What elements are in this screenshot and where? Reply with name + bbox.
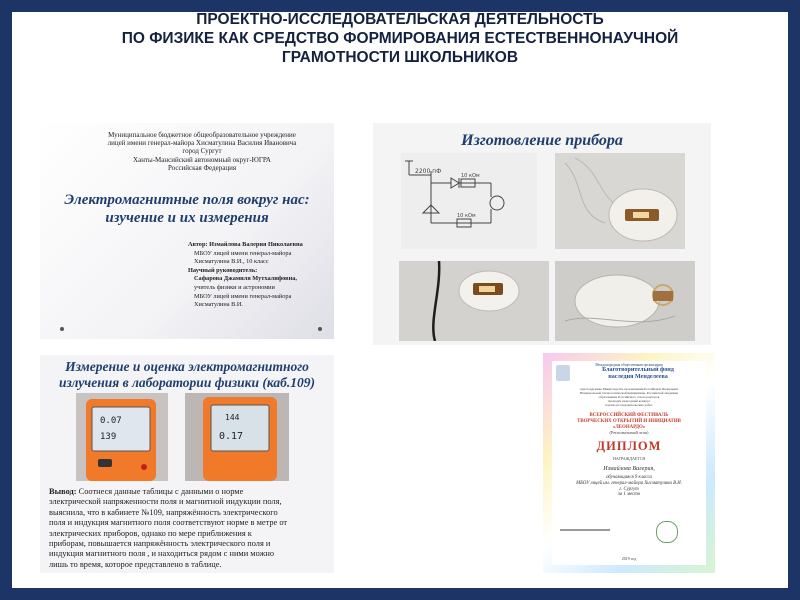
awarded-label: НАГРАЖДАЕТСЯ	[612, 456, 646, 461]
device-photo	[399, 261, 549, 341]
measurement-title-line: излучения в лаборатории физики (каб.109)	[59, 374, 315, 390]
meter-photo	[185, 393, 289, 481]
org-line: лицей имени генерал-майора Хисматулина Василия Ивановича	[107, 139, 297, 148]
festival-name	[552, 413, 706, 436]
device-photo-image	[555, 153, 685, 249]
meter-reading: 144	[225, 413, 240, 422]
conclusion-line: поля и индукция магнитного поля соответствуют норме в метре от	[49, 518, 288, 528]
festival-line: ВСЕРОССИЙСКИЙ ФЕСТИВАЛЬ	[589, 413, 669, 418]
device-photo-image	[399, 261, 549, 341]
measurement-title-line: Измерение и оценка электромагнитного	[65, 359, 309, 374]
device-slide-title: Изготовление прибора	[461, 132, 623, 149]
meter-photo-image	[76, 393, 168, 481]
org-line: Ханты-Мансийский автономный округ-ЮГРА	[133, 155, 271, 164]
diploma-heading: ДИПЛОМ	[596, 439, 662, 453]
supervisor-line: МБОУ лицей имени генерал-майора	[194, 292, 292, 300]
capacitor-label: 2200 пФ	[415, 168, 442, 175]
fund-name-line: Благотворительный фонд	[602, 367, 674, 373]
conclusion-line: электрических приборов, однако по мере приближения к	[49, 528, 252, 538]
page-title-line-1: ПРОЕКТНО-ИССЛЕДОВАТЕЛЬСКАЯ ДЕЯТЕЛЬНОСТЬ	[196, 11, 604, 28]
page-title	[0, 10, 800, 67]
author-block	[188, 241, 330, 310]
conclusion-text	[49, 487, 331, 570]
fund-name-line: наследия Менделеева	[608, 374, 668, 381]
meter-reading: 139	[100, 432, 117, 442]
festival-line: ТВОРЧЕСКИХ ОТКРЫТИЙ И ИНИЦИАТИВ	[577, 418, 681, 424]
project-title-line: Электромагнитные поля вокруг нас:	[64, 192, 310, 208]
diploma-sheet	[552, 361, 706, 565]
page-title-line-3: ГРАМОТНОСТИ ШКОЛЬНИКОВ	[281, 49, 519, 66]
supervisor-line: Хисматулина В.И.	[194, 301, 243, 309]
seal-icon	[656, 521, 678, 543]
signature-line	[560, 529, 610, 531]
conclusion-line: лишь то время, которое представлено в таблице.	[49, 559, 222, 569]
supervisor-line: Сафарова Джамиля Мутхалифовна,	[194, 275, 297, 283]
slide-dot-icon	[318, 327, 322, 331]
recipient-line: МБОУ лицей им. генерал-майора Хисматулина В.И.	[576, 480, 682, 486]
diploma-small-line: научно-исследовательских работ	[605, 403, 653, 407]
project-title	[40, 191, 334, 227]
project-title-line: изучение и их измерения	[105, 210, 269, 226]
author-line: Хисматулина В.И., 10 класс	[194, 258, 269, 266]
conclusion-label: Вывод:	[49, 487, 77, 496]
circuit-photo	[401, 153, 537, 249]
circuit-diagram	[401, 153, 537, 249]
author-line: МБОУ лицей имени генерал-майора	[194, 249, 292, 257]
diploma-small-line: проводит ежегодный конкурс	[607, 399, 651, 403]
festival-line: «ЛЕОНАРДО»	[612, 424, 646, 430]
conclusion-line: электрической напряженности поля и магнитной индукции поля,	[49, 497, 282, 507]
slide-dot-icon	[60, 327, 64, 331]
org-line: Муниципальное бюджетное общеобразовательное учреждение	[108, 131, 296, 139]
meter-photo-image	[185, 393, 289, 481]
resistor-label: 10 кОм	[457, 213, 476, 219]
diploma-year: 2019 год	[621, 556, 637, 561]
meter-photo	[76, 393, 168, 481]
diploma-small-text	[552, 387, 706, 407]
author-label: Автор: Измайлова Валерия Николаевна	[188, 241, 303, 248]
conclusion-line: индукция магнитного поля , и находиться рядом с ними можно	[49, 549, 275, 559]
diploma-panel	[543, 353, 715, 573]
organization-block	[88, 131, 316, 172]
diploma-small-line: при поддержке Министерства просвещения Российской Федерации	[580, 387, 678, 391]
conclusion-line: выяснила, что в кабинете №109, напряжённость электрического	[49, 507, 278, 517]
supervisor-line: учитель физики и астрономии	[194, 283, 275, 291]
mendeleev-portrait-icon	[556, 365, 570, 381]
festival-subtitle: (Региональный этап)	[609, 430, 649, 436]
recipient-details	[552, 475, 706, 498]
resistor-label: 10 кОм	[461, 173, 480, 179]
device-slide-panel	[373, 123, 711, 345]
org-line: город Сургут	[182, 147, 222, 156]
diploma-small-line: образования, Российского союза ректоров	[598, 395, 660, 399]
org-line: Российская Федерация	[167, 163, 237, 172]
meter-reading: 0.07	[100, 416, 122, 426]
device-photo	[555, 261, 695, 341]
diploma-small-line: Национальной технологической инициативы, Российской академии	[580, 391, 678, 395]
page-title-line-2: ПО ФИЗИКЕ КАК СРЕДСТВО ФОРМИРОВАНИЯ ЕСТЕСТВЕННОНАУЧНОЙ	[121, 30, 679, 47]
recipient-line: г. Сургут	[619, 486, 639, 492]
recipient-line: обучающаяся 9 класса	[606, 475, 652, 480]
fund-name	[570, 367, 706, 381]
device-photo	[555, 153, 685, 249]
supervisor-label: Научный руководитель:	[188, 266, 258, 274]
conclusion-line: приборам, повышается напряжённость электрического поля и	[49, 539, 271, 549]
conclusion-line: Соотнеся данные таблицы с данными о норме	[76, 487, 244, 496]
measurement-title	[40, 359, 334, 390]
device-photo-image	[555, 261, 695, 341]
recipient-line: за 1 место	[617, 492, 641, 498]
title-slide-panel	[40, 123, 334, 339]
measurement-slide-panel	[40, 355, 334, 573]
recipient-name: Измайлова Валерия,	[603, 466, 655, 472]
fund-header: Международная общественная организация	[595, 363, 663, 367]
meter-reading: 0.17	[219, 431, 244, 442]
